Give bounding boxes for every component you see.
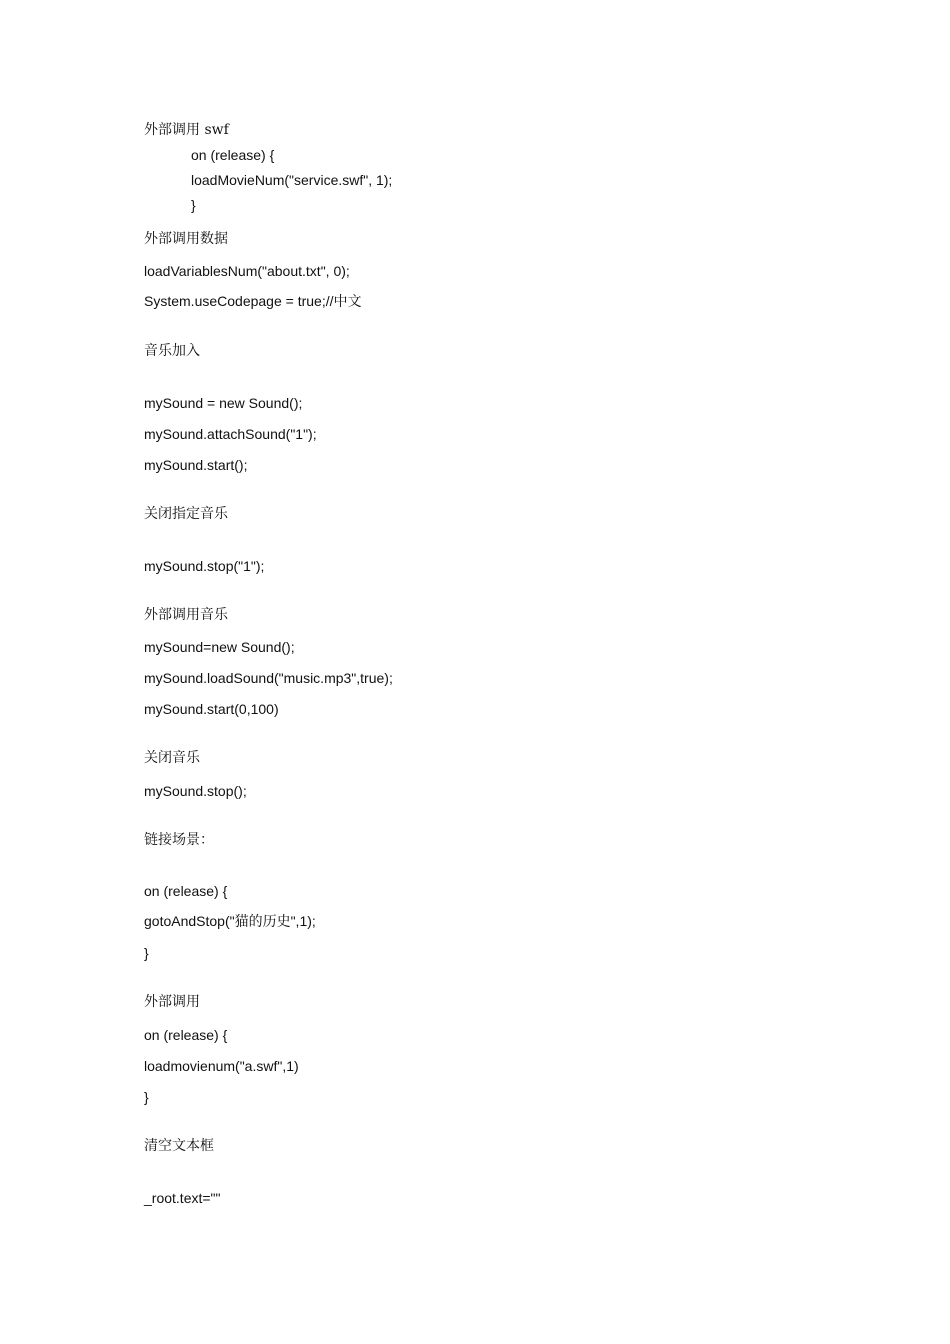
section-heading-stop-music: 关闭音乐 [144,750,200,766]
code-line: mySound.loadSound("music.mp3",true); [144,670,393,686]
code-line: on (release) { [144,883,228,899]
code-line: System.useCodepage = true;//中文 [144,293,362,309]
code-line: } [191,197,196,213]
section-heading-external-swf: 外部调用 swf [144,122,229,138]
code-line: } [144,1089,149,1105]
code-line: loadMovieNum("service.swf", 1); [191,172,393,188]
code-line: mySound = new Sound(); [144,395,303,411]
code-line: _root.text="" [144,1190,221,1206]
code-line: mySound.start(0,100) [144,701,279,717]
section-heading-stop-specific-music: 关闭指定音乐 [144,506,228,522]
section-heading-clear-textbox: 清空文本框 [144,1138,214,1154]
code-line: mySound.stop(); [144,783,247,799]
code-line: mySound.start(); [144,457,248,473]
code-line: } [144,945,149,961]
code-line: mySound.attachSound("1"); [144,426,317,442]
section-heading-external-call: 外部调用 [144,994,200,1010]
section-heading-external-music: 外部调用音乐 [144,607,228,623]
section-heading-link-scene: 链接场景： [144,832,214,848]
code-line: mySound.stop("1"); [144,558,265,574]
code-line: loadVariablesNum("about.txt", 0); [144,263,350,279]
code-line: mySound=new Sound(); [144,639,295,655]
section-heading-add-music: 音乐加入 [144,343,200,359]
code-line: gotoAndStop("猫的历史",1); [144,913,316,929]
code-line: on (release) { [191,147,275,163]
code-line: loadmovienum("a.swf",1) [144,1058,299,1074]
section-heading-external-data: 外部调用数据 [144,231,228,247]
code-line: on (release) { [144,1027,228,1043]
